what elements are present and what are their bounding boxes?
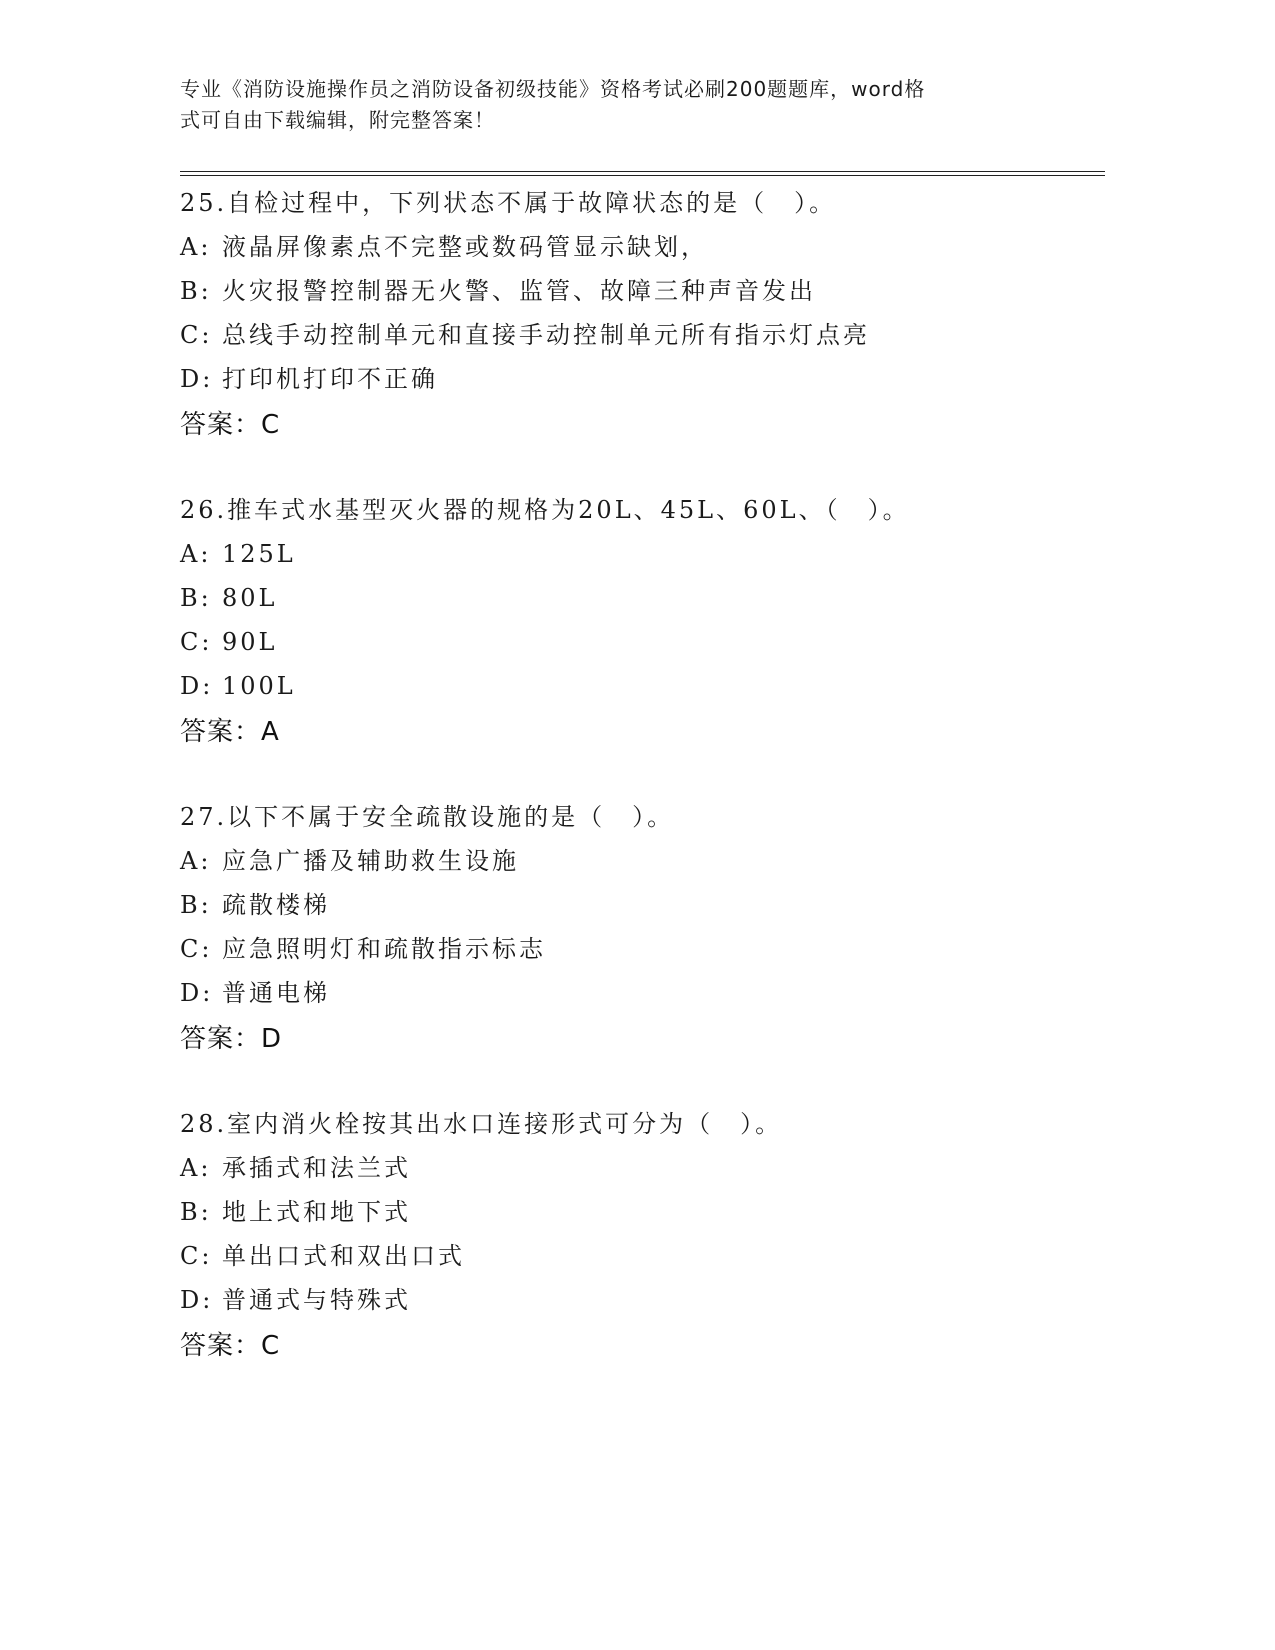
option-letter: C: — [180, 1242, 213, 1270]
answer-line: 答案：A — [180, 717, 280, 747]
option-letter: C: — [180, 321, 213, 349]
option-c — [180, 929, 1110, 973]
option-text: 打印机打印不正确 — [222, 365, 438, 393]
question-28 — [180, 1104, 1110, 1368]
option-text: 90L — [222, 628, 278, 656]
question-stem: 27.以下不属于安全疏散设施的是（ ）。 — [180, 803, 675, 831]
option-d — [180, 973, 1110, 1017]
option-letter: B: — [180, 277, 212, 305]
option-b — [180, 271, 1110, 315]
answer-line: 答案：C — [180, 410, 281, 440]
option-a — [180, 534, 1110, 578]
option-text: 地上式和地下式 — [222, 1198, 411, 1226]
question-26 — [180, 490, 1110, 754]
option-letter: B: — [180, 584, 212, 612]
option-c — [180, 622, 1110, 666]
header-divider-bottom — [180, 175, 1105, 176]
option-letter: C: — [180, 628, 213, 656]
option-text: 应急广播及辅助救生设施 — [222, 847, 519, 875]
header-line-1: 专业《消防设施操作员之消防设备初级技能》资格考试必刷200题题库，word格 — [180, 77, 926, 101]
question-27 — [180, 797, 1110, 1061]
question-25 — [180, 183, 1110, 447]
option-b — [180, 885, 1110, 929]
option-letter: D: — [180, 365, 214, 393]
option-text: 单出口式和双出口式 — [222, 1242, 465, 1270]
option-text: 承插式和法兰式 — [222, 1154, 411, 1182]
option-d — [180, 1280, 1110, 1324]
header-divider-top — [180, 171, 1105, 172]
option-letter: B: — [180, 891, 212, 919]
option-text: 125L — [222, 540, 296, 568]
option-text: 疏散楼梯 — [222, 891, 330, 919]
header-line-2: 式可自由下载编辑，附完整答案！ — [180, 108, 495, 132]
answer-line: 答案：C — [180, 1331, 281, 1361]
option-letter: D: — [180, 672, 214, 700]
option-letter: A: — [180, 233, 212, 261]
option-text: 普通电梯 — [222, 979, 330, 1007]
answer-line: 答案：D — [180, 1024, 283, 1054]
option-a — [180, 1148, 1110, 1192]
option-d — [180, 666, 1110, 710]
option-letter: B: — [180, 1198, 212, 1226]
question-stem: 25.自检过程中，下列状态不属于故障状态的是（ ）。 — [180, 189, 837, 217]
option-letter: D: — [180, 1286, 214, 1314]
option-text: 80L — [222, 584, 278, 612]
question-list — [180, 183, 1110, 1411]
option-a — [180, 841, 1110, 885]
option-letter: A: — [180, 1154, 212, 1182]
option-a — [180, 227, 1110, 271]
option-text: 火灾报警控制器无火警、监管、故障三种声音发出 — [222, 277, 816, 305]
option-text: 应急照明灯和疏散指示标志 — [222, 935, 546, 963]
option-text: 液晶屏像素点不完整或数码管显示缺划， — [222, 233, 708, 261]
option-d — [180, 359, 1110, 403]
option-text: 100L — [222, 672, 296, 700]
document-header — [180, 74, 1030, 136]
question-stem: 26.推车式水基型灭火器的规格为20L、45L、60L、（ ）。 — [180, 496, 910, 524]
option-letter: A: — [180, 847, 212, 875]
option-b — [180, 1192, 1110, 1236]
option-b — [180, 578, 1110, 622]
option-letter: D: — [180, 979, 214, 1007]
option-c — [180, 315, 1110, 359]
option-letter: A: — [180, 540, 212, 568]
option-letter: C: — [180, 935, 213, 963]
question-stem: 28.室内消火栓按其出水口连接形式可分为（ ）。 — [180, 1110, 783, 1138]
option-c — [180, 1236, 1110, 1280]
option-text: 总线手动控制单元和直接手动控制单元所有指示灯点亮 — [222, 321, 870, 349]
option-text: 普通式与特殊式 — [222, 1286, 411, 1314]
